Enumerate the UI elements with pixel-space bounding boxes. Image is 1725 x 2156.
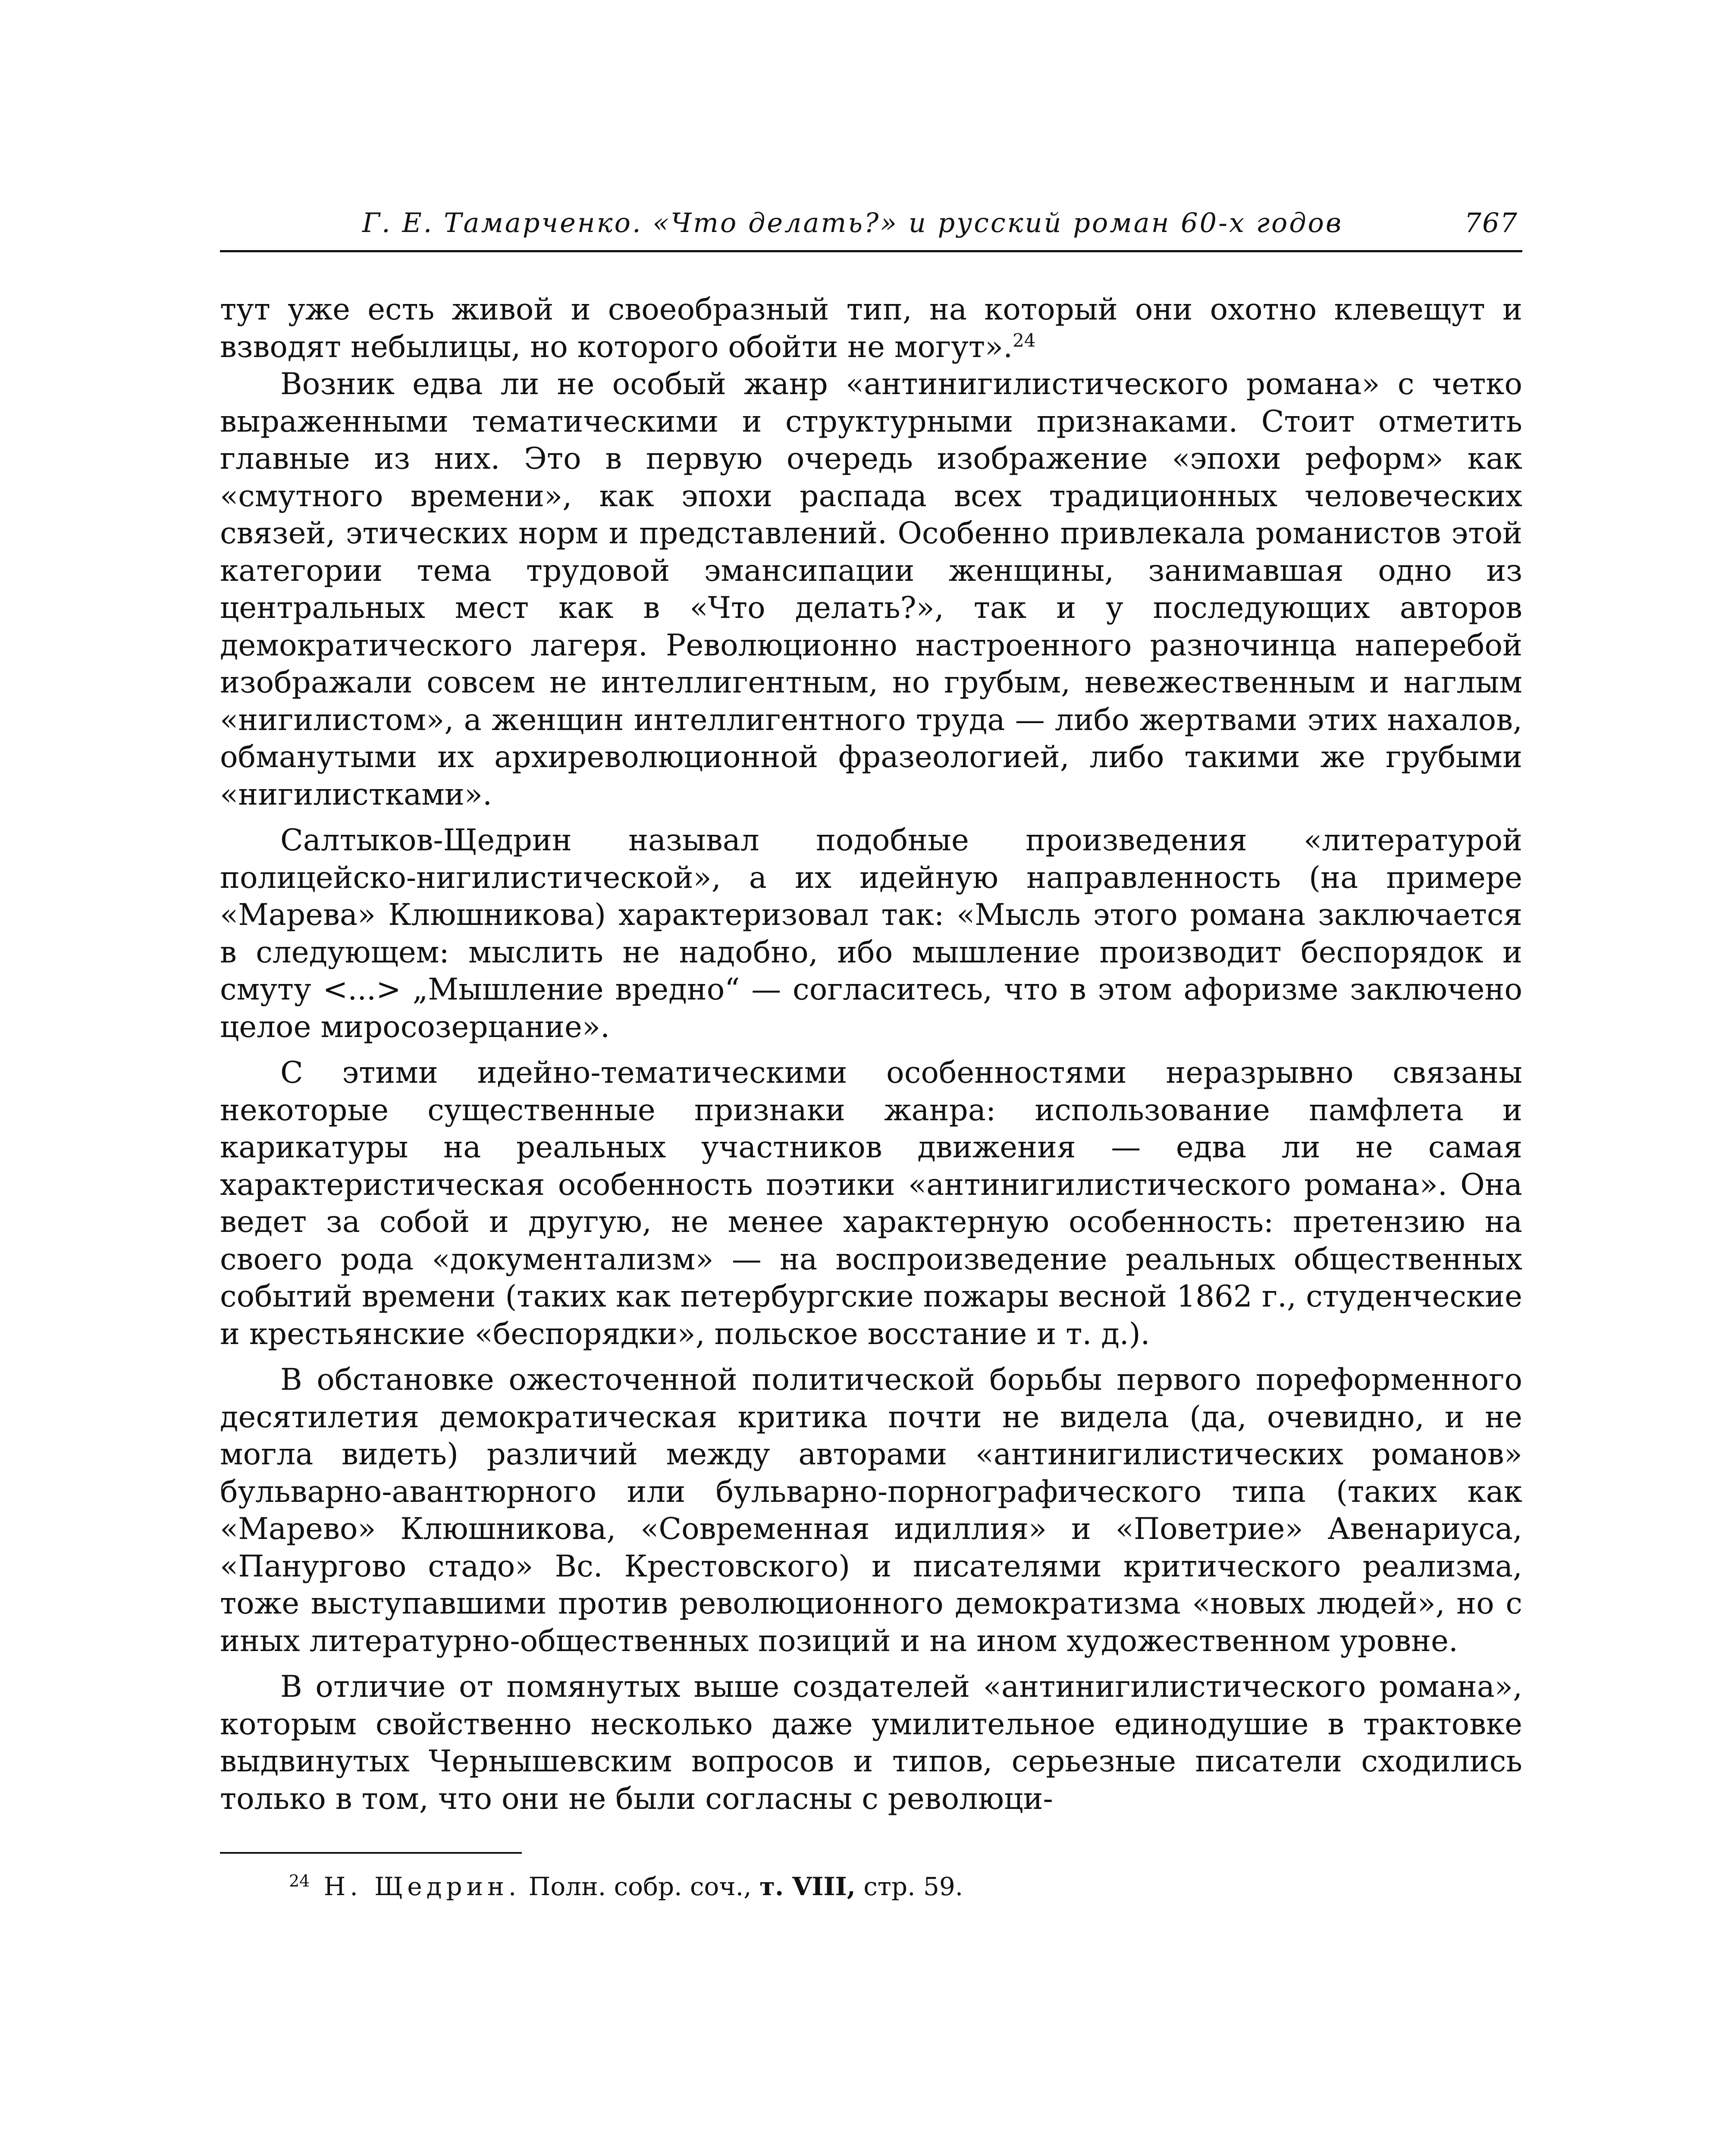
footnote-author: Н. Щедрин. (323, 1872, 521, 1901)
paragraph-continuation (220, 291, 1522, 366)
paragraph: В обстановке ожесточенной политической борьбы первого пореформенного десятилетия демократическая критика почти не видела (да, очевидно, и не могла видеть) различий между авторами «антинигилистических романов» бульварно-авантюрного или бульварно-порнографического типа (таких как «Марево» Клюшникова, «Современная идиллия» и «Поветрие» Авенариуса, «Панургово стадо» Вс. Крестовского) и писателями критического реализма, тоже выступавшими против революционного демократизма «новых людей», но с иных литературно-общественных позиций и на ином художественном уровне. (220, 1363, 1522, 1658)
footnote-page: стр. 59. (863, 1872, 963, 1901)
paragraph: Возник едва ли не особый жанр «антинигилистического романа» с четко выраженными тематическими и структурными признаками. Стоит отметить главные из них. Это в первую очередь изображение «эпохи реформ» как «смутного времени», как эпохи распада всех традиционных человеческих связей, этических норм и представлений. Особенно привлекала романистов этой категории тема трудовой эмансипации женщины, занимавшая одно из центральных мест как в «Что делать?», так и у последующих авторов демократического лагеря. Революционно настроенного разночинца наперебой изображали совсем не интеллигентным, но грубым, невежественным и наглым «нигилистом», а женщин интеллигентного труда — либо жертвами этих нахалов, обманутыми их архиреволюционной фразеологией, либо такими же грубыми «нигилистками». (220, 367, 1522, 812)
body-text (220, 291, 1522, 1818)
footnote-source: Полн. собр. соч., (528, 1872, 752, 1901)
page-number: 767 (1464, 207, 1518, 238)
running-header (220, 203, 1522, 252)
footnote-number: 24 (289, 1871, 310, 1890)
paragraph: В отличие от помянутых выше создателей «антинигилистического романа», которым свойственно несколько даже умилительное единодушие в трактовке выдвинутых Чернышевским вопросов и типов, серьезные писатели сходились только в том, что они не были согласны с революци- (220, 1670, 1522, 1816)
footnote-volume: т. VIII, (759, 1872, 856, 1901)
paragraph: С этими идейно-тематическими особенностями неразрывно связаны некоторые существенные признаки жанра: использование памфлета и карикатуры на реальных участников движения — едва ли не самая характеристическая особенность поэтики «антинигилистического романа». Она ведет за собой и другую, не менее характерную особенность: претензию на своего рода «документализм» — на воспроизведение реальных общественных событий времени (таких как петербургские пожары весной 1862 г., студенческие и крестьянские «беспорядки», польское восстание и т. д.). (220, 1056, 1522, 1351)
footnote (220, 1871, 1522, 1902)
footnote-reference: 24 (1013, 329, 1036, 351)
paragraph-text: тут уже есть живой и своеобразный тип, на который они охотно клевещут и взводят небылицы, но которого обойти не могут». (220, 292, 1522, 364)
document-page (220, 203, 1522, 1902)
paragraph: Салтыков-Щедрин называл подобные произведения «литературой полицейско-нигилистической», а их идейную направленность (на примере «Марева» Клюшникова) характеризовал так: «Мысль этого романа заключается в следующем: мыслить не надобно, ибо мышление производит беспорядок и смуту <...> „Мышление вредно“ — согласитесь, что в этом афоризме заключено целое миросозерцание». (220, 823, 1522, 1044)
running-title: Г. Е. Тамарченко. «Что делать?» и русский роман 60-х годов (362, 207, 1343, 238)
footnotes (220, 1852, 1522, 1902)
footnote-divider (220, 1852, 522, 1854)
